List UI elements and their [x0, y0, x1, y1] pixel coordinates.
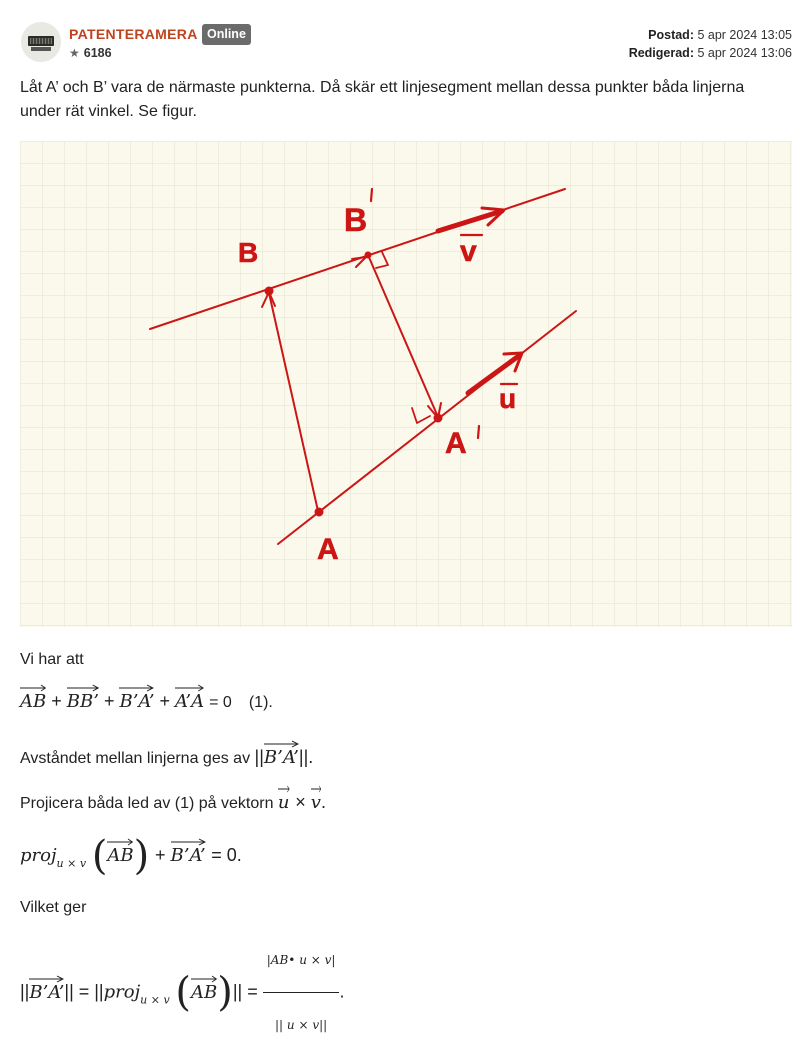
equation-1: AB + BB’ + B’A’ + A’A = 0 (1).	[20, 684, 273, 718]
project-paragraph	[20, 785, 326, 819]
vec-bprime-aprime: B’A’	[119, 684, 154, 711]
label-v: v	[460, 235, 477, 268]
user-points	[69, 46, 112, 60]
proj-subscript: u × v	[56, 857, 87, 870]
status-badge: Online	[202, 24, 251, 45]
distance-expression: || B’A’||.	[255, 747, 314, 768]
text-vi-har-att: Vi har att	[20, 651, 84, 668]
avatar-image	[21, 22, 61, 62]
avatar[interactable]	[21, 22, 61, 62]
label-a: A	[317, 533, 339, 566]
cross-product-expression: u × v.	[278, 792, 326, 813]
point-bprime	[365, 252, 372, 259]
text-vilket-ger: Vilket ger	[20, 899, 87, 916]
post-header	[0, 0, 800, 72]
figure-sketch[interactable]	[20, 141, 792, 627]
vec-ab: AB	[20, 684, 46, 711]
posted-row	[629, 26, 792, 44]
label-bprime: B	[344, 202, 368, 238]
vec-aprime-a: A’A	[175, 684, 204, 711]
point-b	[265, 287, 274, 296]
vec-bbprime: BB’	[67, 684, 99, 711]
result-equation: || B’A’|| = ||proj$_{u \times v}$ ( AB)|| = $\frac{|AB• u \times v|}{|| u \times v||}$ .	[20, 930, 344, 1055]
project-text: Projicera båda led av (1) på vektorn	[20, 795, 274, 812]
username-link[interactable]: PATENTERAMERA	[69, 26, 198, 42]
point-a	[315, 508, 324, 517]
intro-paragraph: Låt A’ och B’ vara de närmaste punkterna. Då skär ett linjesegment mellan dessa punkter båda linjerna under rät vinkel. Se figur.	[20, 79, 745, 120]
label-b: B	[238, 237, 259, 268]
eq1-rhs: = 0	[209, 694, 232, 711]
post-timestamps	[629, 26, 792, 62]
eq1-tag: (1).	[248, 694, 273, 711]
distance-paragraph	[20, 740, 313, 774]
label-u: u	[499, 383, 517, 414]
distance-text: Avståndet mellan linjerna ges av	[20, 750, 251, 767]
figure-svg	[20, 141, 792, 627]
result-fraction: $\frac{|AB• u \times v|}{|| u \times v||}$	[263, 930, 340, 1055]
points-value: 6186	[83, 46, 112, 60]
posted-label: Postad:	[648, 28, 694, 42]
edited-row	[629, 44, 792, 62]
point-aprime	[434, 414, 443, 423]
label-aprime: A	[445, 427, 467, 460]
edited-label: Redigerad:	[628, 46, 694, 60]
edited-value: 5 apr 2024 13:06	[697, 46, 792, 60]
prime-mark-bprime	[371, 189, 372, 201]
star-icon: ★	[69, 46, 80, 60]
posted-value: 5 apr 2024 13:05	[697, 28, 792, 42]
projection-equation: proj$_{u \times v}$ ( AB) + B’A’ = 0.	[20, 833, 242, 879]
prime-mark-aprime	[478, 426, 479, 438]
